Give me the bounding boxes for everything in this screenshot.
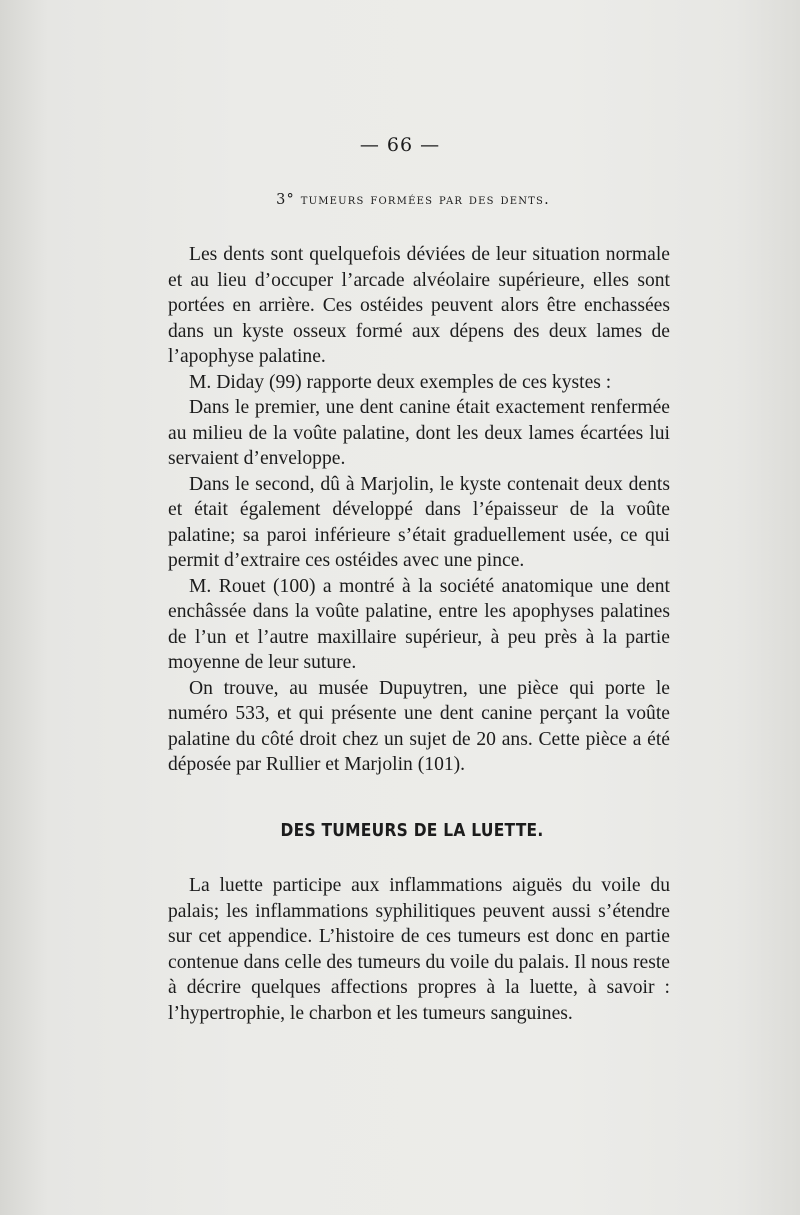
paragraph: M. Rouet (100) a montré à la société anatomique une dent enchâssée dans la voûte palatine, entre les apophyses palatines de l’un et l’autre maxillaire supérieur, à peu près à la partie moyenne de leur suture. <box>168 575 670 673</box>
section-heading: 3° tumeurs formées par des dents. <box>276 192 550 208</box>
paragraph: La luette participe aux inflammations aiguës du voile du palais; les inflammations syphilitiques peuvent aussi s’étendre sur cet appendice. L’histoire de ces tumeurs est donc en partie contenue dans celle des tumeurs du voile du palais. Il nous reste à décrire quelques affections propres à la luette, à savoir : l’hypertrophie, le charbon et les tumeurs sanguines. <box>168 875 670 1024</box>
paragraph: Les dents sont quelquefois déviées de leur situation normale et au lieu d’occuper l’arcade alvéolaire supérieure, elles sont portées en arrière. Ces ostéides peuvent alors être enchassées dans un kyste osseux formé aux dépens des deux lames de l’apophyse palatine. <box>168 244 670 367</box>
page-number: — 66 — <box>359 134 441 156</box>
section-body <box>168 242 670 778</box>
paragraph: On trouve, au musée Dupuytren, une pièce qui porte le numéro 533, et qui présente une dent canine perçant la voûte palatine du côté droit chez un sujet de 20 ans. Cette pièce a été déposée par Rullier et Marjolin (101). <box>168 677 670 775</box>
paragraph: Dans le second, dû à Marjolin, le kyste contenait deux dents et était également développé dans l’épaisseur de la voûte palatine; sa paroi inférieure s’était graduellement usée, ce qui permit d’extraire ces ostéides avec une pince. <box>168 473 670 571</box>
paragraph: M. Diday (99) rapporte deux exemples de ces kystes : <box>189 371 612 393</box>
chapter-body <box>168 873 670 1026</box>
paragraph: Dans le premier, une dent canine était exactement renfermée au milieu de la voûte palatine, dont les deux lames écartées lui servaient d’enveloppe. <box>168 397 670 469</box>
chapter-title: DES TUMEURS DE LA LUETTE. <box>280 820 544 841</box>
